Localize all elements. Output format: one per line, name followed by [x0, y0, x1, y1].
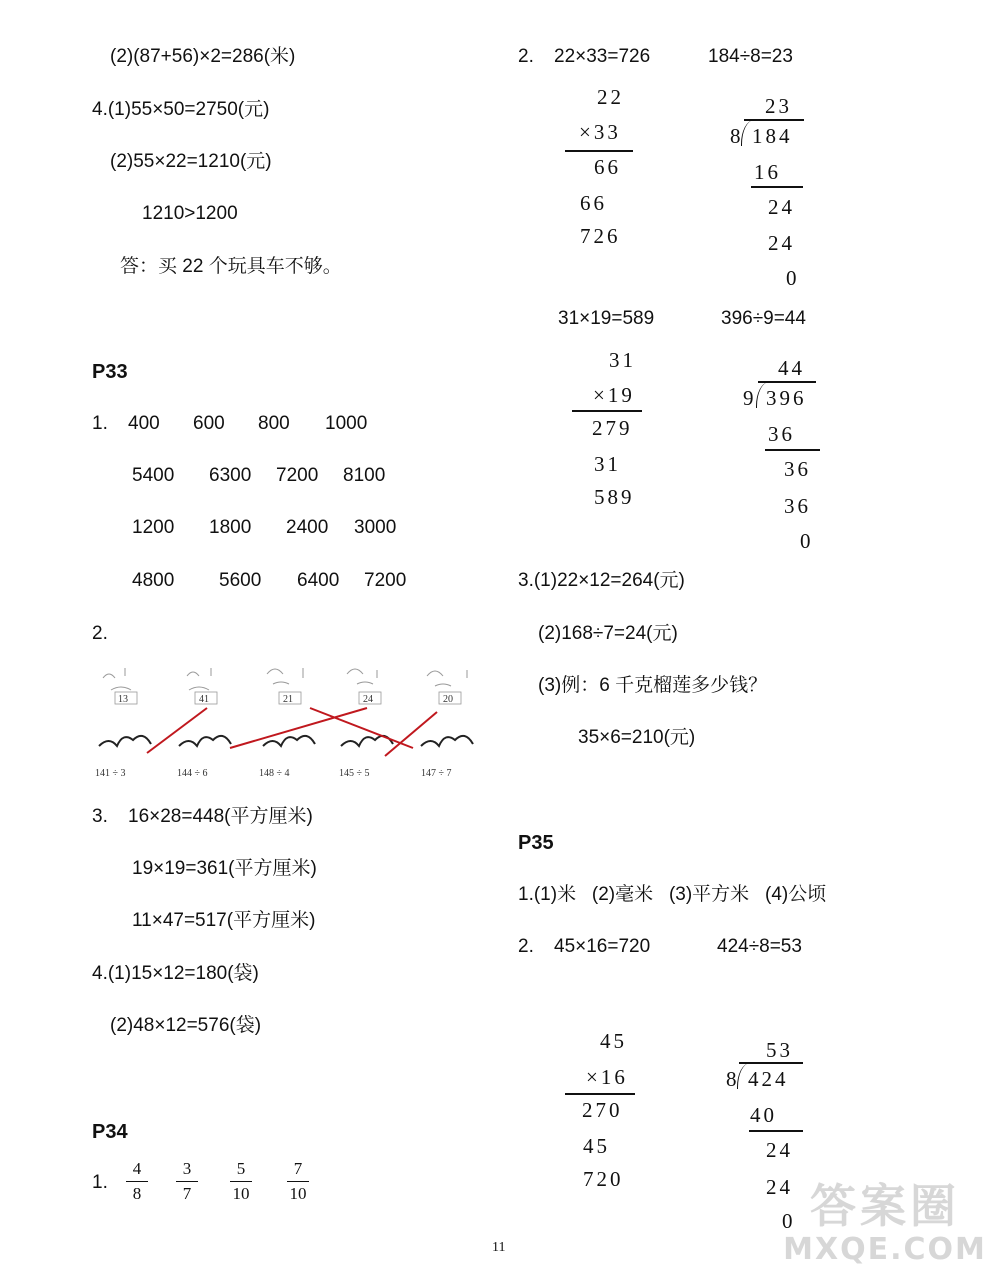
equation: 184÷8=23 — [708, 46, 793, 67]
dividend: 424 — [748, 1067, 789, 1091]
division-step: 24 — [768, 195, 795, 219]
division-step: 0 — [782, 1209, 796, 1233]
grid-cell: 1000 — [325, 413, 368, 434]
rule — [749, 1130, 803, 1132]
equation: 31×19=589 — [558, 308, 655, 329]
grid-cell: 8100 — [343, 465, 386, 486]
bird-icon — [179, 736, 231, 746]
question-number: 2. — [92, 623, 108, 644]
bird-icon — [263, 736, 315, 746]
grid-cell: 5400 — [132, 465, 175, 486]
bottom-box-label: 147 ÷ 7 — [421, 768, 452, 779]
question-number: 3. — [92, 806, 108, 827]
grid-cell: 6300 — [209, 465, 252, 486]
quotient: 44 — [778, 356, 805, 380]
top-box-label: 20 — [443, 694, 453, 705]
question-number: 2. — [518, 936, 534, 957]
answer-line: 1210>1200 — [142, 203, 238, 224]
answer-line: 19×19=361(平方厘米) — [132, 858, 317, 879]
mult-row: ×33 — [579, 120, 621, 144]
division-step: 36 — [784, 494, 811, 518]
match-line — [147, 708, 207, 753]
denominator: 8 — [132, 1184, 142, 1203]
fraction — [230, 1160, 252, 1203]
grid-cell: 5600 — [219, 570, 262, 591]
grid-cell: 1200 — [132, 517, 175, 538]
mult-row: 66 — [594, 155, 621, 179]
answer-line: 3.(1)22×12=264(元) — [518, 570, 685, 591]
grid-cell: 7200 — [276, 465, 319, 486]
denominator: 10 — [289, 1184, 307, 1203]
bird-icon — [421, 736, 473, 746]
mult-row: 31 — [609, 348, 636, 372]
quotient: 53 — [766, 1038, 793, 1062]
rule — [565, 150, 633, 152]
grid-cell: 600 — [193, 413, 225, 434]
page-number: 11 — [492, 1240, 506, 1255]
numerator: 4 — [132, 1159, 142, 1178]
mult-row: 45 — [583, 1134, 610, 1158]
answer-line: 11×47=517(平方厘米) — [132, 910, 316, 931]
section-heading-p33: P33 — [92, 361, 128, 383]
answer-line: (3)例：6 千克榴莲多少钱？ — [538, 675, 768, 696]
answer-line: 4.(1)15×12=180(袋) — [92, 963, 259, 984]
divisor: 9 — [743, 386, 757, 410]
numerator: 5 — [236, 1159, 246, 1178]
division-step: 0 — [800, 529, 814, 553]
answer-line: 35×6=210(元) — [578, 727, 696, 748]
question-number: 1. — [92, 1172, 108, 1193]
bottom-box-label: 141 ÷ 3 — [95, 768, 126, 779]
answer-line: 16×28=448(平方厘米) — [128, 806, 313, 827]
top-box-label: 41 — [199, 694, 209, 705]
grid-cell: 4800 — [132, 570, 175, 591]
denominator: 10 — [232, 1184, 250, 1203]
grid-cell: 7200 — [364, 570, 407, 591]
grid-cell: 2400 — [286, 517, 329, 538]
section-heading-p35: P35 — [518, 832, 554, 854]
watermark-url: MXQE.COM — [783, 1232, 987, 1267]
mult-row: 720 — [583, 1167, 624, 1191]
equation: 45×16=720 — [554, 936, 651, 957]
rule — [565, 1093, 635, 1095]
dividend: 396 — [766, 386, 807, 410]
division-step: 36 — [784, 457, 811, 481]
fraction — [176, 1160, 198, 1203]
answer-line: (2)48×12=576(袋) — [110, 1015, 262, 1036]
answer-line: 1.(1)米 (2)毫米 (3)平方米 (4)公顷 — [518, 884, 827, 905]
quotient: 23 — [765, 94, 792, 118]
answer-line: 4.(1)55×50=2750(元) — [92, 99, 270, 120]
top-box-label: 24 — [363, 694, 373, 705]
match-line — [385, 712, 437, 756]
division-step: 24 — [766, 1175, 793, 1199]
division-step: 36 — [768, 422, 795, 446]
denominator: 7 — [182, 1184, 192, 1203]
question-number: 2. — [518, 46, 534, 67]
watermark-logo-text: 答案圈 — [810, 1179, 960, 1233]
fraction — [126, 1160, 148, 1203]
grid-cell: 3000 — [354, 517, 397, 538]
mult-row: ×16 — [586, 1065, 628, 1089]
answer-line: (2)55×22=1210(元) — [110, 151, 272, 172]
bird-icon — [99, 736, 151, 746]
divisor: 8 — [726, 1067, 740, 1091]
division-step: 0 — [786, 266, 800, 290]
grid-cell: 6400 — [297, 570, 340, 591]
division-step: 24 — [768, 231, 795, 255]
division-step: 16 — [754, 160, 781, 184]
rule — [765, 449, 820, 451]
mult-row: ×19 — [593, 383, 635, 407]
section-heading-p34: P34 — [92, 1121, 128, 1143]
rule — [751, 186, 803, 188]
equation: 22×33=726 — [554, 46, 651, 67]
bottom-box-label: 144 ÷ 6 — [177, 768, 208, 779]
grid-cell: 800 — [258, 413, 290, 434]
balloon-icon — [187, 668, 211, 690]
mult-row: 66 — [580, 191, 607, 215]
division-step: 24 — [766, 1138, 793, 1162]
question-number: 1. — [92, 413, 108, 434]
grid-cell: 400 — [128, 413, 160, 434]
dividend: 184 — [752, 124, 793, 148]
numerator: 3 — [182, 1159, 192, 1178]
answer-line: 答：买 22 个玩具车不够。 — [120, 256, 342, 277]
rule — [572, 410, 642, 412]
top-box-label: 21 — [283, 694, 293, 705]
bottom-box-label: 145 ÷ 5 — [339, 768, 370, 779]
grid-cell: 1800 — [209, 517, 252, 538]
answer-line: (2)168÷7=24(元) — [538, 623, 678, 644]
fraction — [287, 1160, 309, 1203]
mult-row: 22 — [597, 85, 624, 109]
bottom-box-label: 148 ÷ 4 — [259, 768, 290, 779]
matching-diagram — [95, 660, 485, 785]
balloon-icon — [267, 668, 303, 684]
numerator: 7 — [293, 1159, 303, 1178]
mult-row: 31 — [594, 452, 621, 476]
balloon-icon — [427, 670, 467, 686]
mult-row: 45 — [600, 1029, 627, 1053]
watermark — [780, 1180, 990, 1275]
mult-row: 589 — [594, 485, 635, 509]
balloon-icon — [103, 668, 131, 690]
equation: 424÷8=53 — [717, 936, 802, 957]
division-step: 40 — [750, 1103, 777, 1127]
answer-line: (2)(87+56)×2=286(米) — [110, 46, 296, 67]
top-box-label: 13 — [118, 694, 128, 705]
balloon-icon — [347, 669, 377, 684]
divisor: 8 — [730, 124, 744, 148]
equation: 396÷9=44 — [721, 308, 806, 329]
mult-row: 279 — [592, 416, 633, 440]
mult-row: 726 — [580, 224, 621, 248]
mult-row: 270 — [582, 1098, 623, 1122]
